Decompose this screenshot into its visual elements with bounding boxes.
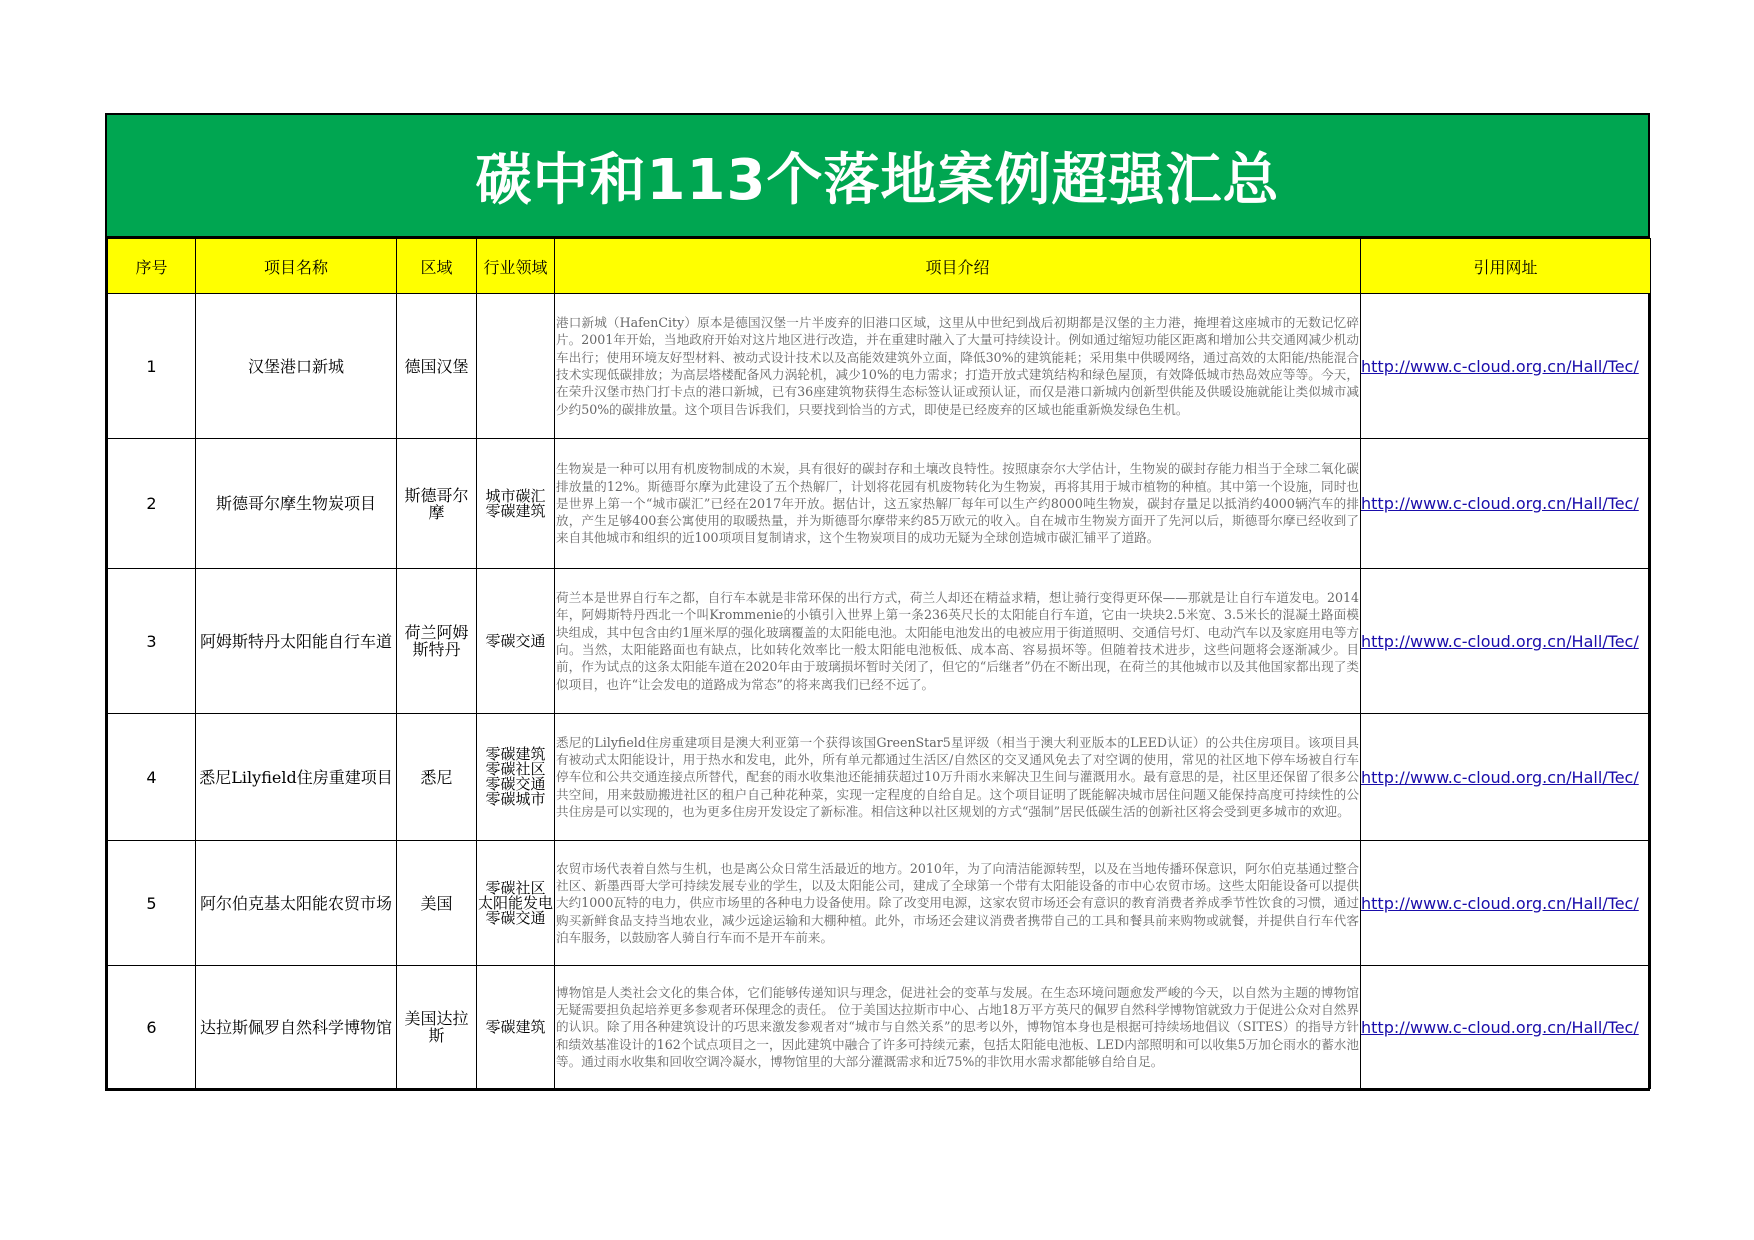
row-industry: 零碳交通 <box>477 569 555 714</box>
row-region: 美国达拉斯 <box>397 966 477 1089</box>
row-url-link[interactable]: http://www.c-cloud.org.cn/Hall/Tec/ <box>1361 1017 1639 1037</box>
row-industry: 零碳建筑 零碳社区 零碳交通 零碳城市 <box>477 714 555 841</box>
row-seq: 5 <box>108 841 196 966</box>
row-intro: 农贸市场代表着自然与生机，也是离公众日常生活最近的地方。2010年，为了向清洁能源转型，以及在当地传播环保意识，阿尔伯克基通过整合社区、新墨西哥大学可持续发展专业的学生，以及太阳能公司，建成了全球第一个带有太阳能设备的市中心农贸市场。这些太阳能设备可以提供大约1000瓦特的电力，供应市场里的各种电力设备使用。除了改变用电源，这家农贸市场还会有意识的教育消费者养成季节性饮食的习惯，通过购买新鲜食品支持当地农业，减少远途运输和大棚种植。此外，市场还会建议消费者携带自己的工具和餐具前来购物或就餐，并提供自行车代客泊车服务，以鼓励客人骑自行车而不是开车前来。 <box>555 841 1361 966</box>
row-region: 斯德哥尔摩 <box>397 439 477 569</box>
row-intro: 生物炭是一种可以用有机废物制成的木炭，具有很好的碳封存和土壤改良特性。按照康奈尔大学估计，生物炭的碳封存能力相当于全球二氧化碳排放量的12%。斯德哥尔摩为此建设了五个热解厂，计划将花园有机废物转化为生物炭，再将其用于城市植物的种植。其中第一个设施，同时也是世界上第一个“城市碳汇”已经在2017年开放。据估计，这五家热解厂每年可以生产约8000吨生物炭，碳封存量足以抵消约4000辆汽车的排放，产生足够400套公寓使用的取暖热量，并为斯德哥尔摩带来约85万欧元的收入。自在城市生物炭方面开了先河以后，斯德哥尔摩已经收到了来自其他城市和组织的近100项项目复制请求，这个生物炭项目的成功无疑为全球创造城市碳汇铺平了道路。 <box>555 439 1361 569</box>
case-row <box>108 841 1651 966</box>
row-name: 阿姆斯特丹太阳能自行车道 <box>196 569 397 714</box>
page-title: 碳中和113个落地案例超强汇总 <box>475 147 1280 213</box>
header-region: 区域 <box>397 239 477 294</box>
row-url-link[interactable]: http://www.c-cloud.org.cn/Hall/Tec/ <box>1361 356 1639 376</box>
row-name: 达拉斯佩罗自然科学博物馆 <box>196 966 397 1089</box>
case-row <box>108 714 1651 841</box>
case-row <box>108 569 1651 714</box>
row-url-link[interactable]: http://www.c-cloud.org.cn/Hall/Tec/ <box>1361 767 1639 787</box>
header-seq: 序号 <box>108 239 196 294</box>
header-intro: 项目介绍 <box>555 239 1361 294</box>
row-url-link[interactable]: http://www.c-cloud.org.cn/Hall/Tec/ <box>1361 631 1639 651</box>
row-industry: 零碳社区 太阳能发电 零碳交通 <box>477 841 555 966</box>
header-name: 项目名称 <box>196 239 397 294</box>
spreadsheet <box>105 113 1650 1091</box>
row-region: 德国汉堡 <box>397 294 477 439</box>
row-url-link[interactable]: http://www.c-cloud.org.cn/Hall/Tec/ <box>1361 893 1639 913</box>
header-url: 引用网址 <box>1361 239 1651 294</box>
case-row <box>108 294 1651 439</box>
case-row <box>108 439 1651 569</box>
row-url-link[interactable]: http://www.c-cloud.org.cn/Hall/Tec/ <box>1361 494 1639 513</box>
row-name: 汉堡港口新城 <box>196 294 397 439</box>
header-industry: 行业领域 <box>477 239 555 294</box>
title-banner <box>107 115 1648 238</box>
row-industry <box>477 294 555 439</box>
row-intro: 悉尼的Lilyfield住房重建项目是澳大利亚第一个获得该国GreenStar5星评级（相当于澳大利亚版本的LEED认证）的公共住房项目。该项目具有被动式太阳能设计，用于热水和发电，此外，所有单元都通过生活区/自然区的交叉通风免去了对空调的使用，常见的社区地下停车场被自行车停车位和公共交通连接点所替代，配套的雨水收集池还能捕获超过10万升雨水来解决卫生间与灌溉用水。最有意思的是，社区里还保留了很多公共空间，用来鼓励搬进社区的租户自己种花种菜，实现一定程度的自给自足。这个项目证明了既能解决城市居住问题又能保持高度可持续性的公共住房是可以实现的，也为更多住房开发设定了新标准。相信这种以社区规划的方式“强制”居民低碳生活的创新社区将会受到更多城市的欢迎。 <box>555 714 1361 841</box>
row-seq: 4 <box>108 714 196 841</box>
row-intro: 博物馆是人类社会文化的集合体，它们能够传递知识与理念，促进社会的变革与发展。在生态环境问题愈发严峻的今天，以自然为主题的博物馆无疑需要担负起培养更多参观者环保理念的责任。 位于美国达拉斯市中心、占地18万平方英尺的佩罗自然科学博物馆就致力于促进公众对自然界的认识。除了用各种建筑设计的巧思来激发参观者对“城市与自然关系”的思考以外，博物馆本身也是根据可持续场地倡议（SITES）的指导方针和绩效基准设计的162个试点项目之一，因此建筑中融合了许多可持续元素，包括太阳能电池板、LED内部照明和可以收集5万加仑雨水的蓄水池等。通过雨水收集和回收空调冷凝水，博物馆里的大部分灌溉需求和近75%的非饮用水需求都能够自给自足。 <box>555 966 1361 1089</box>
case-row <box>108 966 1651 1089</box>
row-name: 悉尼Lilyfield住房重建项目 <box>196 714 397 841</box>
row-region: 美国 <box>397 841 477 966</box>
row-seq: 6 <box>108 966 196 1089</box>
row-name: 斯德哥尔摩生物炭项目 <box>196 439 397 569</box>
row-name: 阿尔伯克基太阳能农贸市场 <box>196 841 397 966</box>
cases-table <box>107 238 1651 1089</box>
row-industry: 城市碳汇 零碳建筑 <box>477 439 555 569</box>
row-seq: 3 <box>108 569 196 714</box>
row-intro: 港口新城（HafenCity）原本是德国汉堡一片半废弃的旧港口区域，这里从中世纪到战后初期都是汉堡的主力港，掩埋着这座城市的无数记忆碎片。2001年开始，当地政府开始对这片地区进行改造，并在重建时融入了大量可持续设计。例如通过缩短功能区距离和增加公共交通网减少机动车出行；使用环境友好型材料、被动式设计技术以及高能效建筑外立面，降低30%的建筑能耗；采用集中供暖网络，通过高效的太阳能/热能混合技术实现低碳排放；为高层塔楼配备风力涡轮机，减少10%的电力需求；打造开放式建筑结构和绿色屋顶，有效降低城市热岛效应等等。今天，在荣升汉堡市热门打卡点的港口新城，已有36座建筑物获得生态标签认证或预认证，而仅是港口新城内创新型供能及供暖设施就能让类似城市减少约50%的碳排放量。这个项目告诉我们，只要找到恰当的方式，即使是已经废弃的区域也能重新焕发绿色生机。 <box>555 294 1361 439</box>
row-industry: 零碳建筑 <box>477 966 555 1089</box>
row-region: 悉尼 <box>397 714 477 841</box>
header-row <box>108 239 1651 294</box>
row-region: 荷兰阿姆斯特丹 <box>397 569 477 714</box>
row-seq: 1 <box>108 294 196 439</box>
row-intro: 荷兰本是世界自行车之都，自行车本就是非常环保的出行方式，荷兰人却还在精益求精，想让骑行变得更环保——那就是让自行车道发电。2014年，阿姆斯特丹西北一个叫Krommenie的小镇引入世界上第一条236英尺长的太阳能自行车道，它由一块块2.5米宽、3.5米长的混凝土路面模块组成，其中包含由约1厘米厚的强化玻璃覆盖的太阳能电池。太阳能电池发出的电被应用于街道照明、交通信号灯、电动汽车以及家庭用电等方向。当然，太阳能路面也有缺点，比如转化效率比一般太阳能电池板低、成本高、容易损坏等。但随着技术进步，这些问题将会逐渐减少。目前，作为试点的这条太阳能车道在2020年由于玻璃损坏暂时关闭了，但它的“后继者”仍在不断出现，在荷兰的其他城市以及其他国家都出现了类似项目，也许“让会发电的道路成为常态”的将来离我们已经不远了。 <box>555 569 1361 714</box>
row-seq: 2 <box>108 439 196 569</box>
